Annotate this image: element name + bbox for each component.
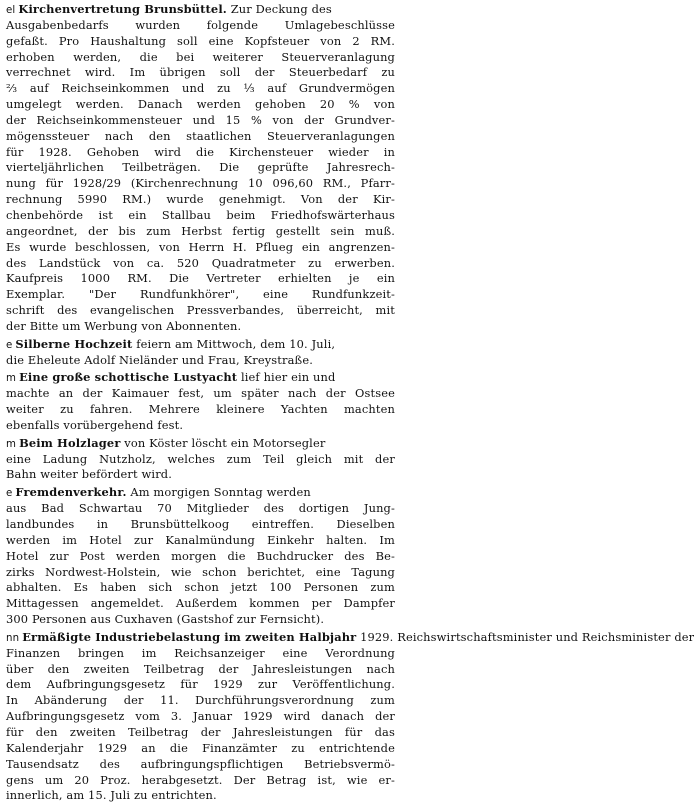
news-item-text-line: werden im Hotel zur Kanalmündung Einkehr halten. Im xyxy=(6,532,395,547)
news-item-text-line: Finanzen bringen im Reichsanzeiger eine Verordnung xyxy=(6,645,395,660)
news-item-text-line: rechnung 5990 RM.) wurde genehmigt. Von der Kir- xyxy=(6,192,395,207)
news-item-lead-line xyxy=(6,485,395,501)
news-item-text-line: ebenfalls vorübergehend fest. xyxy=(6,417,184,432)
news-item-text-line: umgelegt werden. Danach werden gehoben 20 % von xyxy=(6,97,395,112)
correspondent-tag: nn xyxy=(6,632,20,644)
correspondent-tag: m xyxy=(6,438,17,450)
news-item-text: Am morgigen Sonntag werden xyxy=(126,485,311,500)
news-item-text-line: für den zweiten Teilbetrag der Jahresleistungen für das xyxy=(6,724,395,739)
news-item-text-line: schrift des evangelischen Pressverbandes, überreicht, mit xyxy=(6,303,395,318)
news-item-text-line: verrechnet wird. Im übrigen soll der Steuerbedarf zu xyxy=(6,65,395,80)
news-item-text-line: innerlich, am 15. Juli zu entrichten. xyxy=(6,788,217,803)
news-item-text-line: Kalenderjahr 1929 an die Finanzämter zu entrichtende xyxy=(6,740,395,755)
news-item-text-line: angeordnet, der bis zum Herbst fertig gestellt sein muß. xyxy=(6,223,395,238)
news-item xyxy=(6,436,395,484)
news-item-text-line: Exemplar. "Der Rundfunkhörer", eine Rundfunkzeit- xyxy=(6,287,395,302)
news-item-text-line: machte an der Kaimauer fest, um später nach der Ostsee xyxy=(6,386,395,401)
news-item-text: von Köster löscht ein Motorsegler xyxy=(120,435,326,450)
news-item-text-line: dem Aufbringungsgesetz für 1929 zur Veröffentlichung. xyxy=(6,677,395,692)
correspondent-tag: el xyxy=(6,5,16,16)
news-item-text-line: landbundes in Brunsbüttelkoog eintreffen. Dieselben xyxy=(6,517,395,531)
news-item-text-line: die Eheleute Adolf Nieländer und Frau, Kreystraße. xyxy=(6,352,313,367)
news-item-text-line: gens um 20 Proz. herabgesetzt. Der Betrag ist, wie er- xyxy=(6,772,395,787)
news-item-text-line: abhalten. Es haben sich schon jetzt 100 Personen zum xyxy=(6,580,395,595)
news-item-text-line: der Reichseinkommensteuer und 15 % von der Grundver- xyxy=(6,112,395,127)
news-item-text-line: Ausgabenbedarfs wurden folgende Umlagebeschlüsse xyxy=(6,17,395,32)
news-item-lead-line xyxy=(6,2,395,18)
news-item xyxy=(6,2,395,335)
news-item-lead-line xyxy=(6,629,694,646)
news-item-text-line: vierteljährlichen Teilbeträgen. Die geprüfte Jahresrech- xyxy=(6,160,395,175)
news-item xyxy=(6,629,694,804)
news-item-text-line: Kaufpreis 1000 RM. Die Vertreter erhielten je ein xyxy=(6,271,395,286)
news-item-text-line: ⅔ auf Reichseinkommen und zu ⅓ auf Grundvermögen xyxy=(6,81,395,96)
news-item-lead-line xyxy=(6,436,395,452)
news-item xyxy=(6,337,395,369)
news-item-headline: Eine große schottische Lustyacht xyxy=(19,370,238,385)
correspondent-tag: m xyxy=(6,373,17,385)
news-item-text-line: Es wurde beschlossen, von Herrn H. Pflueg ein angrenzen- xyxy=(6,239,395,254)
news-item-text-line: zirks Nordwest-Holstein, wie schon berichtet, eine Tagung xyxy=(6,564,395,579)
news-item-text-line: über den zweiten Teilbetrag der Jahresleistungen nach xyxy=(6,661,395,676)
news-item-text-line: eine Ladung Nutzholz, welches zum Teil gleich mit der xyxy=(6,451,395,466)
news-item-text-line: In Abänderung der 11. Durchführungsverordnung zum xyxy=(6,693,395,708)
news-item-text-line: chenbehörde ist ein Stallbau beim Friedhofswärterhaus xyxy=(6,207,395,222)
news-item-text-line: Hotel zur Post werden morgen die Buchdrucker des Be- xyxy=(6,548,395,563)
news-item-text-line: für 1928. Gehoben wird die Kirchensteuer wieder in xyxy=(6,144,395,159)
news-item-lead-line xyxy=(6,370,395,386)
news-item-text-line: gefaßt. Pro Haushaltung soll eine Kopfsteuer von 2 RM. xyxy=(6,33,395,48)
news-item-text-line: Tausendsatz des aufbringungspflichtigen Betriebsvermö- xyxy=(6,756,395,771)
news-item-text-line: des Landstück von ca. 520 Quadratmeter zu erwerben. xyxy=(6,255,395,270)
correspondent-tag: e xyxy=(6,488,13,500)
news-item-headline: Beim Holzlager xyxy=(19,435,121,450)
correspondent-tag: e xyxy=(6,339,13,351)
news-item xyxy=(6,485,395,628)
news-item-headline: Fremdenverkehr. xyxy=(15,485,127,500)
news-item-lead-line xyxy=(6,337,395,353)
news-item-text-line: aus Bad Schwartau 70 Mitglieder des dortigen Jung- xyxy=(6,501,395,516)
news-item-headline: Ermäßigte Industriebelastung im zweiten Halbjahr xyxy=(22,629,357,644)
news-item-text: feiern am Mittwoch, dem 10. Juli, xyxy=(132,336,336,351)
news-item-text-line: Mittagessen angemeldet. Außerdem kommen per Dampfer xyxy=(6,596,395,611)
news-item-headline: Kirchenvertretung Brunsbüttel. xyxy=(18,2,227,16)
news-item-text-line: 300 Personen aus Cuxhaven (Gastshof zur Fernsicht). xyxy=(6,612,325,627)
news-item-text: Zur Deckung des xyxy=(226,2,332,16)
news-item-text-line: mögenssteuer nach den staatlichen Steuerveranlagungen xyxy=(6,128,395,143)
news-item-text-line: nung für 1928/29 (Kirchenrechnung 10 096,60 RM., Pfarr- xyxy=(6,176,395,191)
news-item-text-line: weiter zu fahren. Mehrere kleinere Yachten machten xyxy=(6,402,395,417)
news-item-text-line: Aufbringungsgesetz vom 3. Januar 1929 wird danach der xyxy=(6,709,395,724)
news-item-headline: Silberne Hochzeit xyxy=(15,336,133,351)
news-item-text: 1929. Reichswirtschaftsminister und Reichsminister der xyxy=(356,629,694,644)
news-item xyxy=(6,370,395,433)
news-item-text-line: erhoben werden, die bei weiterer Steuerveranlagung xyxy=(6,49,395,64)
news-item-text-line: der Bitte um Werbung von Abonnenten. xyxy=(6,318,242,333)
news-item-text-line: Bahn weiter befördert wird. xyxy=(6,467,172,482)
news-item-text: lief hier ein und xyxy=(237,370,336,385)
